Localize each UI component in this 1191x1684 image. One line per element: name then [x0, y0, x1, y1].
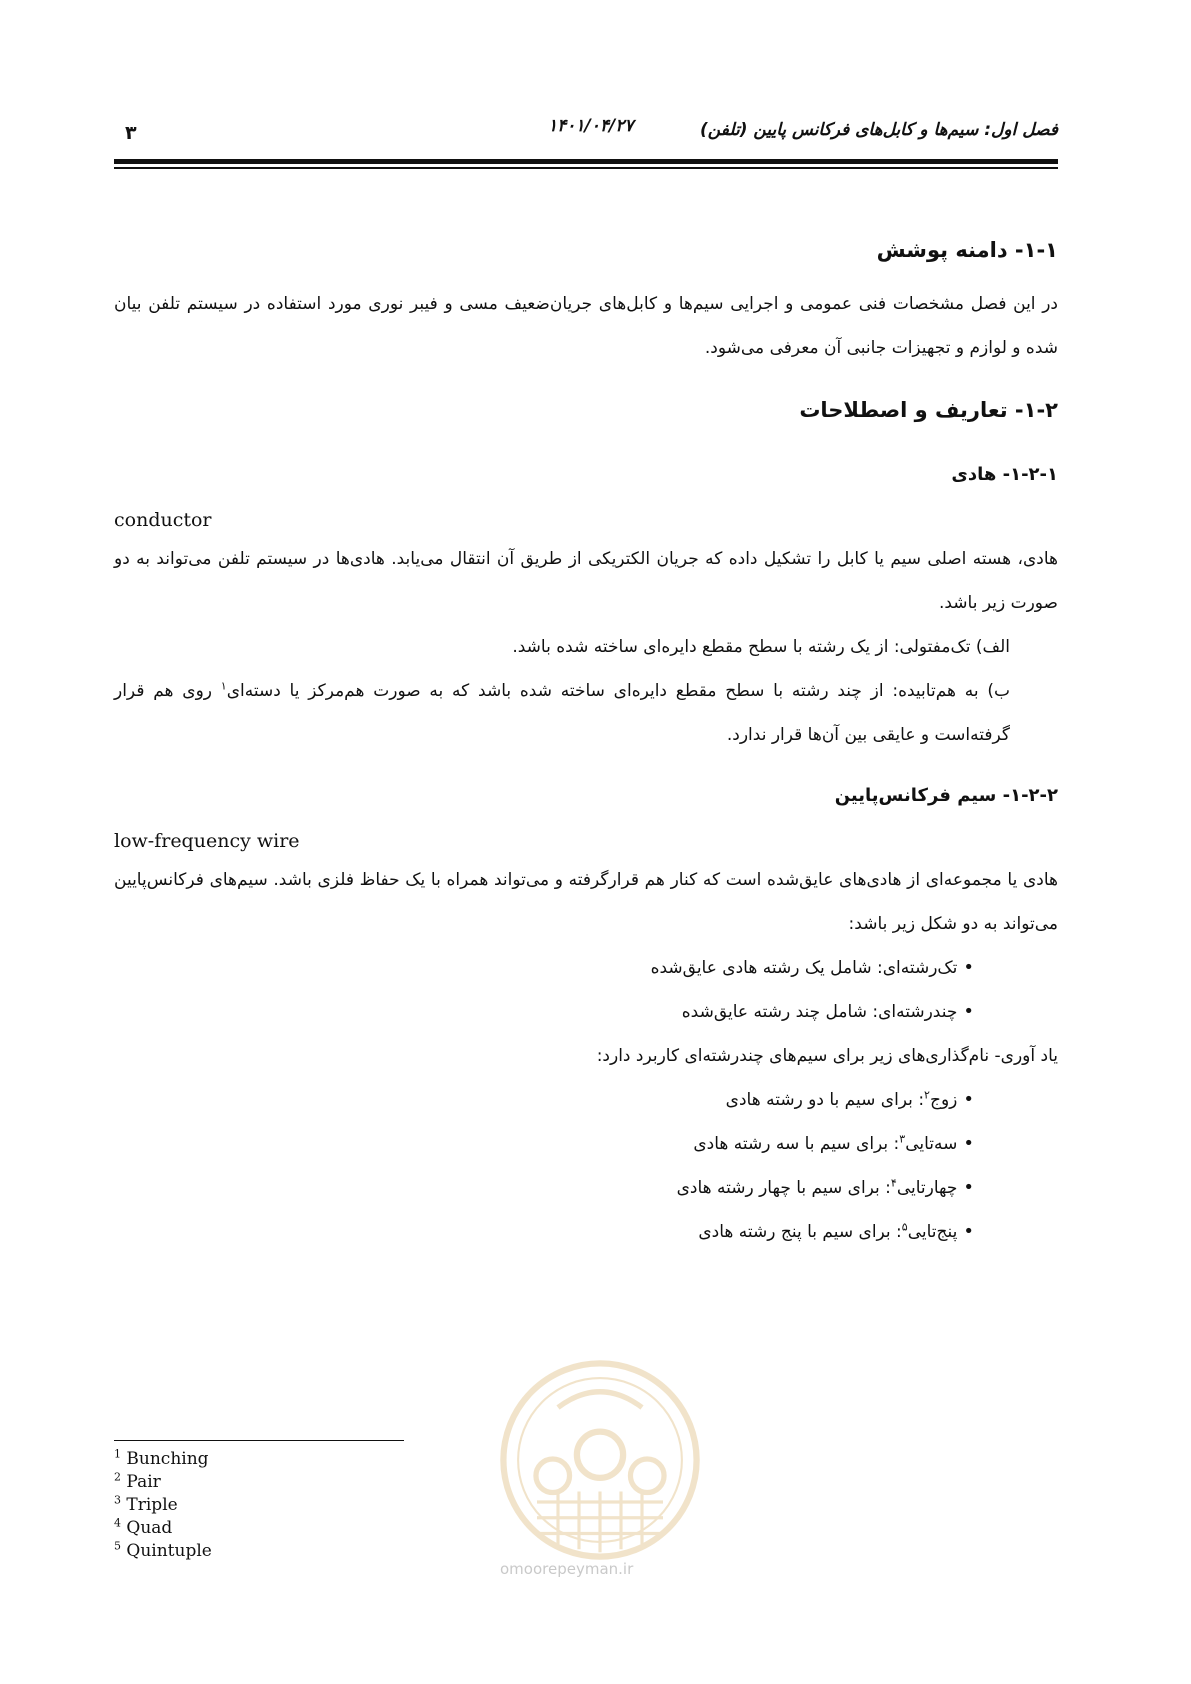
subsection-title-lf-wire: ۱-۲-۲- سیم فرکانس‌پایین — [834, 785, 1058, 806]
subsection-title-conductor: ۱-۲-۱- هادی — [951, 464, 1058, 485]
conductor-type-b — [114, 669, 1010, 757]
footnote-text: Triple — [126, 1495, 178, 1515]
naming-desc: : برای سیم با دو رشته هادی — [725, 1090, 925, 1110]
list-item — [114, 990, 974, 1034]
footnote-ref-2: ۲ — [924, 1088, 930, 1102]
bullet-icon: • — [963, 1177, 974, 1198]
footnote — [114, 1494, 212, 1517]
footnote-ref-3: ۳ — [899, 1132, 906, 1146]
conductor-type-b-text-cont: روی هم قرار گرفته‌است و عایقی بین آن‌ها قرار ندارد. — [114, 681, 1010, 745]
naming-desc: : برای سیم با چهار رشته هادی — [676, 1178, 891, 1198]
footnote-number: 1 — [114, 1447, 121, 1461]
list-item-text: تک‌رشته‌ای: شامل یک رشته هادی عایق‌شده — [650, 958, 958, 978]
footnote-ref-4: ۴ — [890, 1176, 897, 1190]
naming-desc: : برای سیم با پنج رشته هادی — [698, 1222, 902, 1242]
list-item-text: چندرشته‌ای: شامل چند رشته عایق‌شده — [681, 1002, 958, 1022]
footnote — [114, 1448, 212, 1471]
list-item — [114, 1078, 974, 1122]
naming-term: سه‌تایی — [905, 1134, 958, 1154]
section-scope-paragraph: در این فصل مشخصات فنی عمومی و اجرایی سیم‌ها و کابل‌های جریان‌ضعیف مسی و فیبر نوری مورد استفاده در سیستم تلفن بیان شده و لوازم و تجهیزات جانبی آن معرفی می‌شود. — [114, 294, 1058, 358]
footnote-list — [114, 1448, 212, 1563]
list-item — [114, 1210, 974, 1254]
running-header-date: ۱۴۰۱/۰۴/۲۷ — [548, 116, 634, 136]
conductor-definition: هادی، هسته اصلی سیم یا کابل را تشکیل داده که جریان الکتریکی از طریق آن انتقال می‌یابد. هادی‌ها در سیستم تلفن می‌تواند به دو صورت زیر باشد. — [114, 549, 1058, 613]
bullet-icon: • — [963, 1001, 974, 1022]
footnote-ref-1: ۱ — [220, 679, 227, 693]
footnote-text: Bunching — [126, 1449, 209, 1469]
running-header-chapter: فصل اول: سیم‌ها و کابل‌های فرکانس پایین (تلفن) — [700, 120, 1058, 140]
footnote-separator — [114, 1440, 404, 1441]
term-english-lf-wire: low-frequency wire — [114, 830, 300, 852]
footnote-text: Quintuple — [126, 1541, 212, 1561]
footnote — [114, 1517, 212, 1540]
naming-term: پنج‌تایی — [907, 1222, 958, 1242]
naming-desc: : برای سیم با سه رشته هادی — [693, 1134, 900, 1154]
footnote-text: Quad — [126, 1518, 173, 1538]
watermark-text: omoorepeyman.ir — [500, 1560, 634, 1578]
list-item — [114, 946, 974, 990]
wire-type-list — [114, 946, 1058, 1034]
footnote-ref-5: ۵ — [901, 1220, 908, 1234]
bullet-icon: • — [963, 1089, 974, 1110]
footnote-number: 3 — [114, 1493, 121, 1507]
lf-wire-definition: هادی یا مجموعه‌ای از هادی‌های عایق‌شده است که کنار هم قرارگرفته و می‌تواند همراه با یک حفاظ فلزی باشد. سیم‌های فرکانس‌پایین می‌تواند به دو شکل زیر باشد: — [114, 870, 1058, 934]
footnote — [114, 1471, 212, 1494]
page-body — [114, 238, 1058, 1254]
naming-list — [114, 1078, 1058, 1254]
conductor-type-b-text: ب) به هم‌تابیده: از چند رشته با سطح مقطع دایره‌ای ساخته شده باشد که به صورت هم‌مرکز یا دسته‌ای — [226, 681, 1010, 701]
footnote-number: 2 — [114, 1470, 121, 1484]
header-rule-thick — [114, 159, 1058, 164]
footnote — [114, 1540, 212, 1563]
term-english-conductor: conductor — [114, 509, 212, 531]
list-item — [114, 1122, 974, 1166]
watermark-seal-icon — [495, 1355, 705, 1565]
section-title-definitions: ۱-۲- تعاریف و اصطلاحات — [799, 398, 1058, 422]
section-title-scope: ۱-۱- دامنه پوشش — [876, 238, 1058, 262]
page-number: ۳ — [125, 122, 137, 144]
footnote-number: 5 — [114, 1539, 121, 1553]
bullet-icon: • — [963, 957, 974, 978]
header-rule-thin — [114, 167, 1058, 169]
footnote-text: Pair — [126, 1472, 161, 1492]
conductor-type-a: الف) تک‌مفتولی: از یک رشته با سطح مقطع دایره‌ای ساخته شده باشد. — [512, 637, 1010, 657]
naming-term: چهارتایی — [896, 1178, 958, 1198]
bullet-icon: • — [963, 1221, 974, 1242]
naming-note: یاد آوری- نام‌گذاری‌های زیر برای سیم‌های چندرشته‌ای کاربرد دارد: — [596, 1046, 1058, 1066]
list-item — [114, 1166, 974, 1210]
bullet-icon: • — [963, 1133, 974, 1154]
naming-term: زوج — [929, 1090, 958, 1110]
footnote-number: 4 — [114, 1516, 121, 1530]
